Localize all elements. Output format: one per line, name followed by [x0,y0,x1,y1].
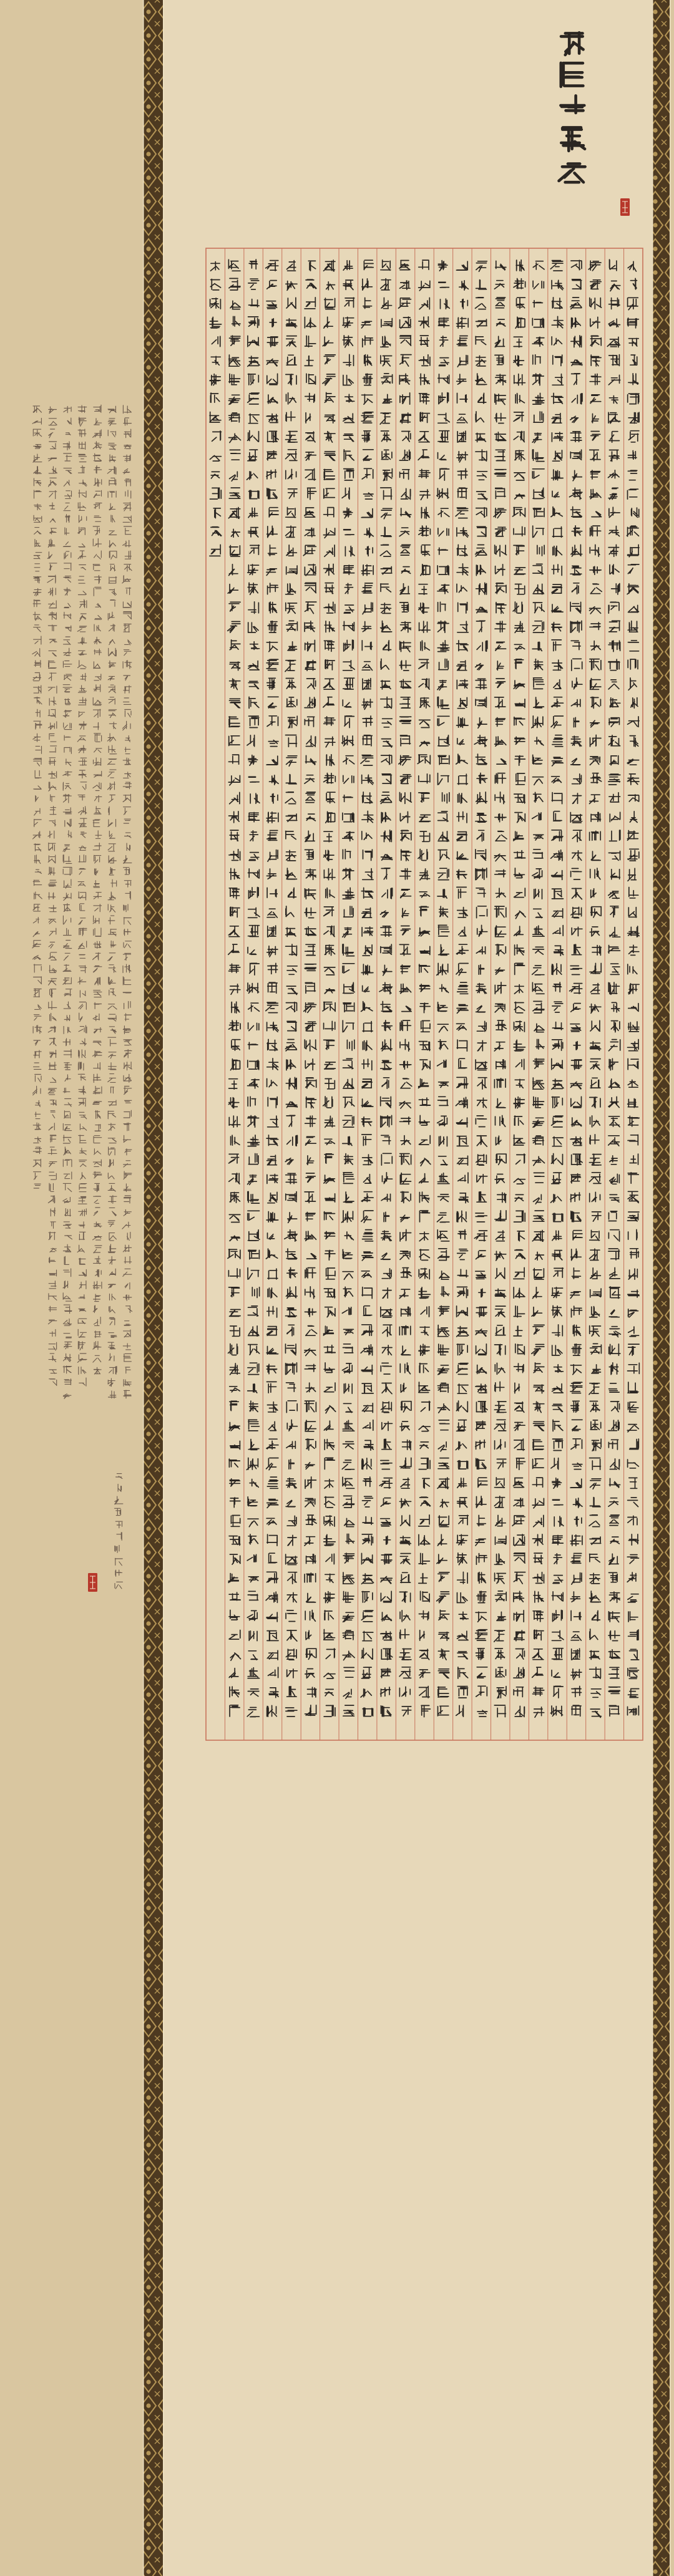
character-glyph [123,992,131,993]
right-brocade-border [652,0,671,2576]
character-glyph [94,1331,101,1338]
seal-icon [620,198,630,216]
seal-icon [88,1573,97,1592]
left-brocade-border [143,0,164,2576]
